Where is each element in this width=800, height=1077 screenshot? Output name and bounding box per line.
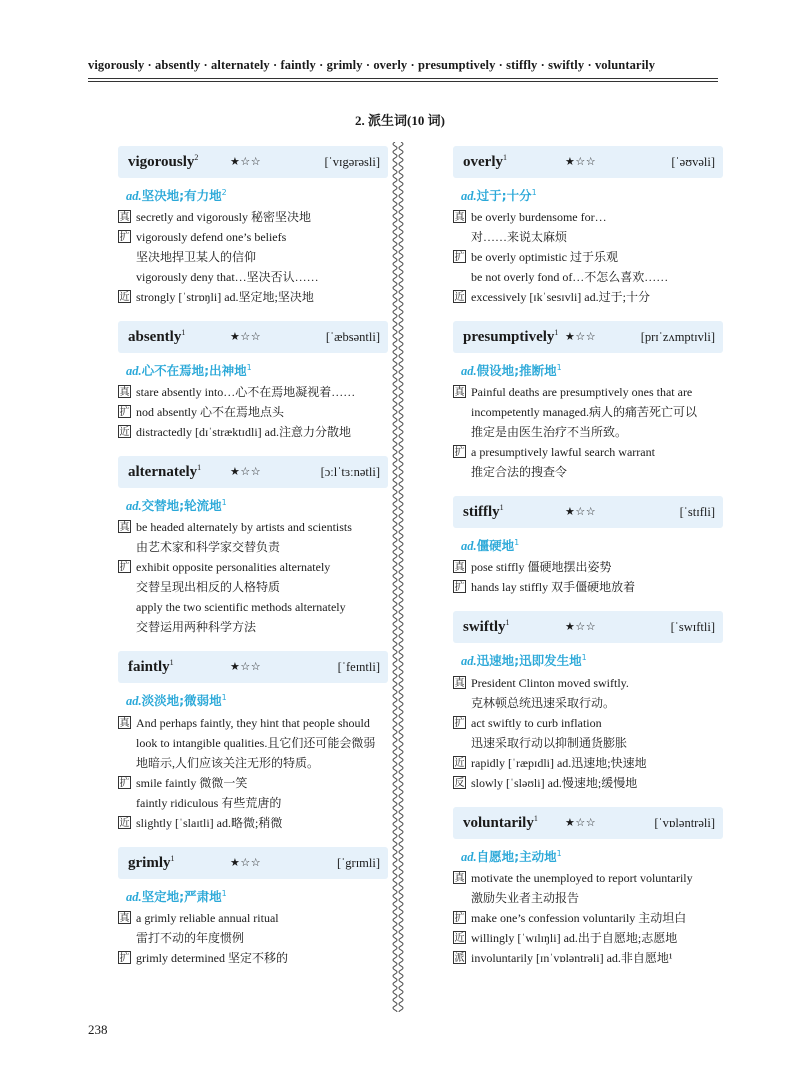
definition: ad.过于;十分$^1$: [461, 188, 537, 204]
label-tag: 扩: [454, 912, 465, 924]
example-line: be overly burdensome for…: [471, 210, 607, 225]
star-rating: ★☆☆: [230, 466, 262, 479]
headword-box: [118, 146, 388, 178]
example-line: smile faintly 微微一笑: [136, 775, 248, 790]
example-line: look to intangible qualities.且它们还可能会微弱: [136, 735, 376, 750]
label-tag: 真: [119, 212, 130, 224]
label-tag: 近: [454, 292, 465, 304]
example-line: vigorously defend one’s beliefs: [136, 230, 287, 245]
headword-box: [453, 611, 723, 643]
example-line: involuntarily [ɪnˈvɒləntrəli] ad.非自愿地¹: [471, 950, 673, 965]
headword: absently$^1$: [128, 328, 186, 346]
word-entry-grimly: [118, 847, 388, 968]
example-line: secretly and vigorously 秘密坚决地: [136, 210, 311, 225]
example-line: faintly ridiculous 有些荒唐的: [136, 795, 282, 810]
headword: vigorously$^2$: [128, 153, 199, 170]
example-group: [453, 713, 723, 753]
definition: ad.僵硬地$^1$: [461, 538, 520, 554]
example-line: excessively [ɪkˈsesɪvli] ad.过于;十分: [471, 290, 650, 305]
headword-box: [453, 146, 723, 178]
phonetic: [ˈfeɪntli]: [337, 660, 380, 675]
word-entry-swiftly: [453, 611, 723, 792]
example-line: incompetently managed.病人的痛苦死亡可以: [471, 405, 697, 420]
example-line: 由艺术家和科学家交替负责: [136, 540, 281, 555]
example-line: nod absently 心不在焉地点头: [136, 405, 284, 420]
example-group: [118, 207, 388, 227]
phonetic: [ˈswɪftli]: [670, 620, 715, 635]
headword: alternately$^1$: [128, 463, 202, 481]
example-group: [118, 908, 388, 948]
header-rule: [88, 78, 718, 79]
star-rating: ★☆☆: [565, 506, 597, 519]
headword: overly$^1$: [463, 153, 507, 170]
label-tag: 反: [454, 777, 465, 789]
example-line: 激励失业者主动报告: [471, 890, 580, 905]
word-entry-stiffly: [453, 496, 723, 597]
example-group: [118, 773, 388, 813]
definition: ad.假设地;推断地$^1$: [461, 363, 562, 379]
column-divider: [390, 142, 406, 1012]
headword: voluntarily$^1$: [463, 813, 538, 831]
example-group: [453, 673, 723, 713]
word-entry-overly: [453, 146, 723, 307]
example-line: motivate the unemployed to report voluntarily: [471, 870, 693, 885]
example-line: hands lay stiffly 双手僵硬地放着: [471, 580, 636, 595]
label-tag: 真: [454, 677, 465, 689]
label-tag: 真: [454, 872, 465, 884]
example-line: 雷打不动的年度惯例: [136, 930, 245, 945]
phonetic: [ˈvɪgərəsli]: [324, 155, 380, 169]
example-group: [118, 813, 388, 833]
example-group: [118, 422, 388, 442]
headword: stiffly$^1$: [463, 503, 504, 521]
example-group: [453, 908, 723, 928]
label-tag: 真: [454, 562, 465, 574]
example-group: [118, 382, 388, 402]
example-line: be headed alternately by artists and scientists: [136, 520, 352, 535]
example-group: [118, 713, 388, 773]
phonetic: [ɔːlˈtɜːnətli]: [320, 465, 380, 480]
headword-box: [118, 651, 388, 683]
headword-box: [453, 807, 723, 839]
phonetic: [prɪˈzʌmptɪvli]: [640, 330, 715, 345]
example-group: [118, 227, 388, 287]
label-tag: 扩: [119, 562, 130, 574]
definition: ad.迅速地;迅即发生地$^1$: [461, 653, 587, 669]
example-group: [453, 382, 723, 442]
example-group: [118, 557, 388, 637]
right-column: [453, 146, 723, 968]
headword-box: [118, 456, 388, 488]
example-line: strongly [ˈstrɒŋli] ad.坚定地;坚决地: [136, 290, 314, 305]
definition: ad.自愿地;主动地$^1$: [461, 848, 562, 864]
headword-box: [453, 321, 723, 353]
example-line: 坚决地捍卫某人的信仰: [136, 250, 257, 265]
word-entry-vigorously: [118, 146, 388, 307]
definition: ad.淡淡地;微弱地$^1$: [126, 693, 227, 709]
star-rating: ★☆☆: [565, 621, 597, 634]
example-line: 迅速采取行动以抑制通货膨胀: [471, 735, 628, 750]
label-tag: 近: [454, 757, 465, 769]
label-tag: 近: [119, 292, 130, 304]
label-tag: 近: [119, 817, 130, 829]
example-line: 交替呈现出相反的人格特质: [136, 580, 281, 595]
example-line: pose stiffly 僵硬地摆出姿势: [471, 560, 612, 575]
phonetic: [ˈgrɪmli]: [336, 855, 380, 870]
example-line: be overly optimistic 过于乐观: [471, 250, 618, 265]
label-tag: 真: [119, 387, 130, 399]
word-entry-presumptively: [453, 321, 723, 482]
example-line: 克林顿总统迅速采取行动。: [471, 695, 616, 710]
example-line: exhibit opposite personalities alternately: [136, 560, 331, 575]
example-group: [118, 402, 388, 422]
example-line: be not overly fond of…不怎么喜欢……: [471, 270, 669, 285]
example-group: [453, 442, 723, 482]
phonetic: [ˈvɒləntrəli]: [654, 815, 715, 830]
label-tag: 扩: [454, 447, 465, 459]
label-tag: 真: [119, 717, 130, 729]
label-tag: 扩: [119, 407, 130, 419]
running-header: vigorously · absently · alternately · faintly · grimly · overly · presumptively · stiffly · swiftly · voluntarily: [88, 58, 656, 72]
example-group: [118, 287, 388, 307]
example-group: [453, 207, 723, 247]
example-group: [453, 577, 723, 597]
label-tag: 扩: [454, 717, 465, 729]
example-line: 推定是由医生治疗不当所致。: [471, 425, 628, 440]
example-line: slowly [ˈsləʊli] ad.慢速地;缓慢地: [471, 775, 638, 790]
header-rule-thin: [88, 81, 718, 82]
example-line: apply the two scientific methods alternately: [136, 600, 346, 615]
example-group: [453, 753, 723, 773]
star-rating: ★☆☆: [230, 856, 262, 869]
section-title: 2. 派生词(10 词): [355, 113, 445, 128]
star-rating: ★☆☆: [565, 331, 597, 344]
label-tag: 真: [454, 212, 465, 224]
headword-box: [118, 321, 388, 353]
definition: ad.坚定地;严肃地$^1$: [126, 888, 227, 904]
phonetic: [ˈəʊvəli]: [671, 155, 715, 169]
word-entry-absently: [118, 321, 388, 442]
example-line: distractedly [dɪˈstræktɪdli] ad.注意力分散地: [136, 425, 351, 440]
example-group: [453, 557, 723, 577]
example-line: President Clinton moved swiftly.: [471, 675, 629, 690]
left-column: [118, 146, 388, 968]
example-line: 地暗示,人们应该关注无形的特质。: [136, 755, 320, 770]
headword-box: [118, 847, 388, 879]
star-rating: ★☆☆: [230, 331, 262, 344]
example-group: [453, 928, 723, 948]
example-group: [118, 517, 388, 557]
example-line: 交替运用两种科学方法: [136, 620, 257, 635]
example-group: [453, 773, 723, 793]
star-rating: ★☆☆: [230, 156, 262, 168]
example-line: make one’s confession voluntarily 主动坦白: [471, 910, 687, 925]
word-entry-faintly: [118, 651, 388, 832]
example-line: rapidly [ˈræpɪdli] ad.迅速地;快速地: [471, 755, 647, 770]
example-line: a presumptively lawful search warrant: [471, 445, 655, 460]
definition: ad.交替地;轮流地$^1$: [126, 498, 227, 514]
star-rating: ★☆☆: [565, 816, 597, 829]
headword: presumptively$^1$: [463, 328, 559, 346]
label-tag: 扩: [119, 952, 130, 964]
example-line: a grimly reliable annual ritual: [136, 910, 279, 925]
example-group: [453, 287, 723, 307]
phonetic: [ˈæbsəntli]: [325, 330, 380, 345]
example-line: willingly [ˈwɪlɪŋli] ad.出于自愿地;志愿地: [471, 930, 678, 945]
label-tag: 扩: [119, 777, 130, 789]
star-rating: ★☆☆: [230, 661, 262, 674]
example-line: And perhaps faintly, they hint that people should: [136, 715, 370, 730]
example-line: Painful deaths are presumptively ones that are: [471, 385, 693, 400]
definition: ad.心不在焉地;出神地$^1$: [126, 363, 252, 379]
headword: grimly$^1$: [128, 853, 175, 871]
star-rating: ★☆☆: [565, 156, 597, 168]
label-tag: 真: [119, 912, 130, 924]
definition: ad.坚决地;有力地$^2$: [126, 188, 227, 204]
label-tag: 真: [119, 522, 130, 534]
page-number: 238: [88, 1022, 108, 1037]
headword-box: [453, 496, 723, 528]
example-line: slightly [ˈslaɪtli] ad.略微;稍微: [136, 815, 283, 830]
example-line: act swiftly to curb inflation: [471, 715, 602, 730]
example-group: [453, 948, 723, 968]
example-group: [118, 948, 388, 968]
label-tag: 近: [119, 427, 130, 439]
label-tag: 近: [454, 932, 465, 944]
example-line: vigorously deny that…坚决否认……: [136, 270, 319, 285]
label-tag: 真: [454, 387, 465, 399]
example-line: 推定合法的搜查令: [471, 465, 568, 480]
label-tag: 扩: [454, 582, 465, 594]
headword: swiftly$^1$: [463, 618, 510, 636]
word-entry-alternately: [118, 456, 388, 637]
headword: faintly$^1$: [128, 658, 174, 676]
example-group: [453, 868, 723, 908]
phonetic: [ˈstɪfli]: [679, 505, 715, 520]
word-entry-voluntarily: [453, 807, 723, 968]
example-line: stare absently into…心不在焉地凝视着……: [136, 385, 356, 400]
example-line: 对……来说太麻烦: [471, 230, 568, 245]
label-tag: 扩: [454, 252, 465, 264]
example-line: grimly determined 坚定不移的: [136, 950, 288, 965]
example-group: [453, 247, 723, 287]
label-tag: 扩: [119, 232, 130, 244]
label-tag: 派: [454, 952, 465, 964]
